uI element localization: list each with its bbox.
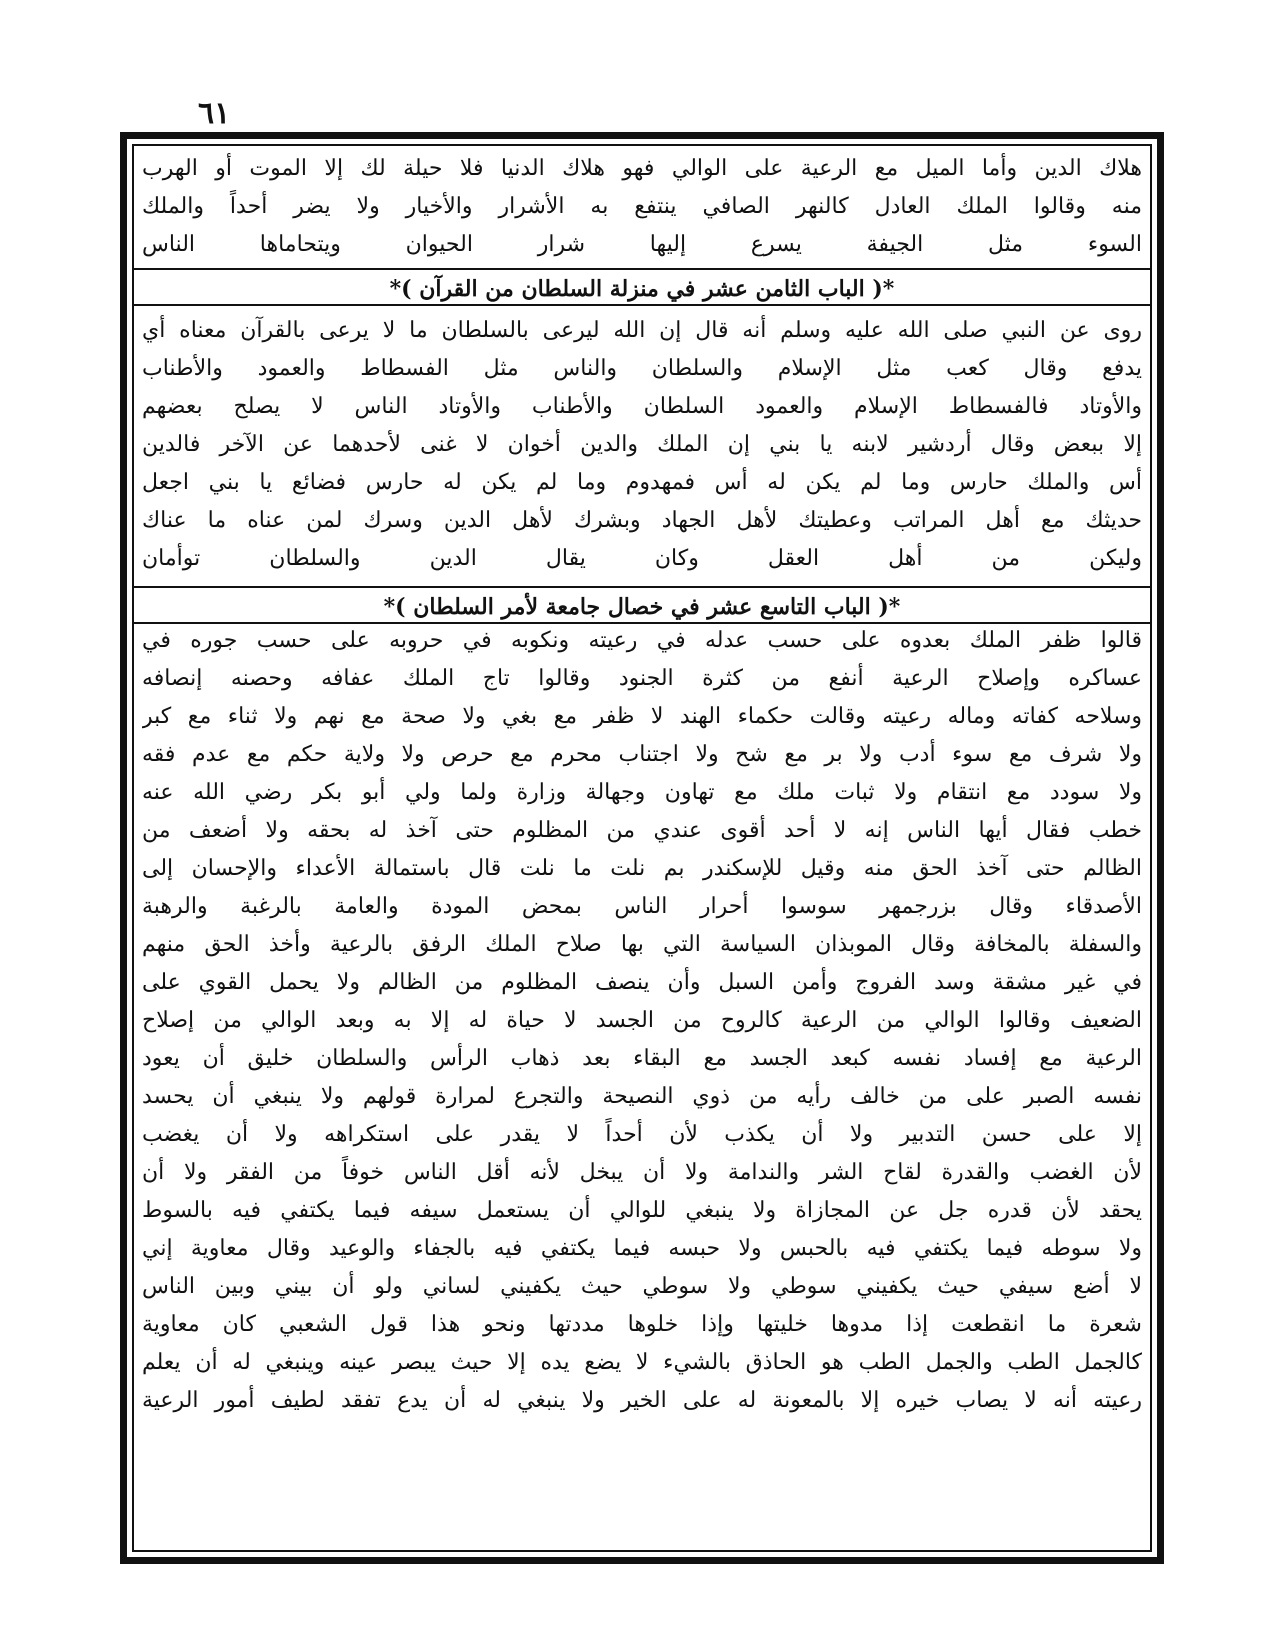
text-line: أس والملك حارس وما لم يكن له أس فمهدوم وما لم يكن له حارس فضائع يا بني اجعل (142, 470, 1142, 495)
text-line: في غير مشقة وسد الفروج وأمن السبل وأن ينصف المظلوم من الظالم ولا يحمل القوي على (142, 970, 1142, 995)
text-line: إلا على حسن التدبير ولا أن يكذب لأن أحداً لا يقدر على استكراهه ولا أن يغضب (142, 1122, 1142, 1147)
text-line: عساكره وإصلاح الرعية أنفع من كثرة الجنود وقالوا تاج الملك عفافه وحصنه إنصافه (142, 666, 1142, 691)
text-line: روى عن النبي صلى الله عليه وسلم أنه قال إن الله ليرعى بالسلطان ما لا يرعى بالقرآن معناه أي (142, 318, 1142, 343)
text-line: السوء مثل الجيفة يسرع إليها شرار الحيوان ويتحاماها الناس (142, 232, 1142, 257)
text-line: خطب فقال أيها الناس إنه لا أحد أقوى عندي من المظلوم حتى آخذ له بحقه ولا أضعف من (142, 818, 1142, 843)
text-line: يدفع وقال كعب مثل الإسلام والسلطان والناس مثل الفسطاط والعمود والأطناب (142, 356, 1142, 381)
text-line: لأن الغضب والقدرة لقاح الشر والندامة ولا أن يبخل لأنه أقل الناس خوفاً من الفقر ولا أن (142, 1160, 1142, 1185)
section-heading-18: *( الباب الثامن عشر في منزلة السلطان من القرآن )* (134, 268, 1150, 306)
text-line: الظالم حتى آخذ الحق منه وقيل للإسكندر بم نلت ما نلت قال باستمالة الأعداء والإحسان إلى (142, 856, 1142, 881)
text-line: كالجمل الطب والجمل الطب هو الحاذق بالشيء لا يضع يده إلا حيث يبصر عينه وينبغي له أن يعلم (142, 1350, 1142, 1375)
text-line: ولا سودد مع انتقام ولا ثبات ملك مع تهاون وجهالة وزارة ولما ولي أبو بكر رضي الله عنه (142, 780, 1142, 805)
text-line: الرعية مع إفساد نفسه كبعد الجسد مع البقاء بعد ذهاب الرأس والسلطان خليق أن يعود (142, 1046, 1142, 1071)
text-line: هلاك الدين وأما الميل مع الرعية على الوالي فهو هلاك الدنيا فلا حيلة لك إلا الموت أو الهرب (142, 156, 1142, 181)
text-line: والأوتاد فالفسطاط الإسلام والعمود السلطان والأطناب والأوتاد الناس لا يصلح بعضهم (142, 394, 1142, 419)
text-block-chapter-18 (142, 312, 1142, 578)
text-line: ولا شرف مع سوء أدب ولا بر مع شح ولا اجتناب محرم مع حرص ولا ولاية حكم مع عدم فقه (142, 742, 1142, 767)
text-line: الضعيف وقالوا الوالي من الرعية كالروح من الجسد لا حياة له إلا به وبعد الوالي من إصلاح (142, 1008, 1142, 1033)
text-line: إلا ببعض وقال أردشير لابنه يا بني إن الملك والدين أخوان لا غنى لأحدهما عن الآخر فالدين (142, 432, 1142, 457)
text-line: وليكن من أهل العقل وكان يقال الدين والسلطان توأمان (142, 546, 1142, 571)
text-line: لا أضع سيفي حيث يكفيني سوطي ولا سوطي حيث يكفيني لساني ولو أن بيني وبين الناس (142, 1274, 1142, 1299)
text-line: حديثك مع أهل المراتب وعطيتك لأهل الجهاد وبشرك لأهل الدين وسرك لمن عناه ما عناك (142, 508, 1142, 533)
text-block-chapter-19 (142, 622, 1142, 1420)
text-line: والسفلة بالمخافة وقال الموبذان السياسة التي بها صلاح الملك الرفق بالرعية وأخذ الحق منهم (142, 932, 1142, 957)
text-line: منه وقالوا الملك العادل كالنهر الصافي ينتفع به الأشرار والأخيار ولا يضر أحداً والملك (142, 194, 1142, 219)
text-line: ولا سوطه فيما يكتفي فيه بالحبس ولا حبسه فيما يكتفي فيه بالجفاء والوعيد وقال معاوية إني (142, 1236, 1142, 1261)
page-number: ٦١ (198, 96, 231, 131)
section-heading-19: *( الباب التاسع عشر في خصال جامعة لأمر السلطان )* (134, 586, 1150, 624)
text-line: وسلاحه كفاته وماله رعيته وقالت حكماء الهند لا ظفر مع بغي ولا صحة مع نهم ولا ثناء مع كبر (142, 704, 1142, 729)
text-line: رعيته أنه لا يصاب خيره إلا بالمعونة له على الخير ولا ينبغي له أن يدع تفقد لطيف أمور الرعية (142, 1388, 1142, 1413)
text-line: الأصدقاء وقال بزرجمهر سوسوا أحرار الناس بمحض المودة والعامة بالرغبة والرهبة (142, 894, 1142, 919)
text-line: شعرة ما انقطعت إذا مدوها خليتها وإذا خلوها مددتها ونحو هذا قول الشعبي كان معاوية (142, 1312, 1142, 1337)
text-line: نفسه الصبر على من خالف رأيه من ذوي النصيحة والتجرع لمرارة قولهم ولا ينبغي أن يحسد (142, 1084, 1142, 1109)
text-block-intro (142, 150, 1142, 264)
text-line: يحقد لأن قدره جل عن المجازاة ولا ينبغي للوالي أن يستعمل سيفه فيما يكتفي فيه بالسوط (142, 1198, 1142, 1223)
text-line: قالوا ظفر الملك بعدوه على حسب عدله في رعيته ونكوبه في حروبه على حسب جوره في (142, 628, 1142, 653)
